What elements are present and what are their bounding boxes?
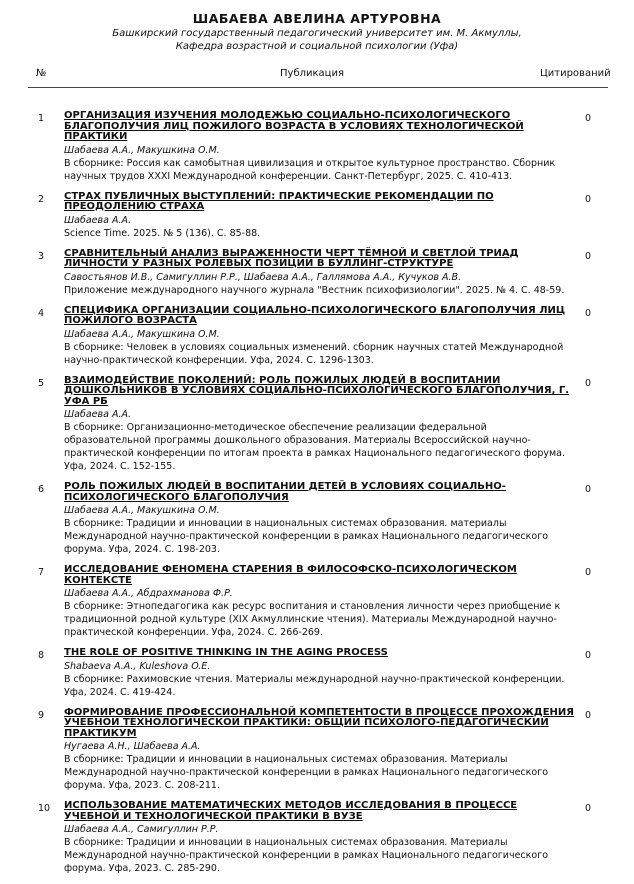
publication-source: В сборнике: Россия как самобытная цивилизация и открытое культурное пространство. Сборник научных трудов XXXI Международной конференции. Санкт-Петербург, 2025. С. 410-413. xyxy=(64,157,556,182)
publication-title-link[interactable]: РОЛЬ ПОЖИЛЫХ ЛЮДЕЙ В ВОСПИТАНИИ ДЕТЕЙ В УСЛОВИЯХ СОЦИАЛЬНО-ПСИХОЛОГИЧЕСКОГО БЛАГОПОЛУЧИЯ xyxy=(64,481,506,503)
column-header-number: № xyxy=(36,68,47,79)
publication-authors: Нугаева А.Н., Шабаева А.А. xyxy=(64,741,201,752)
publication-number: 9 xyxy=(38,709,45,721)
publication-source: В сборнике: Рахимовские чтения. Материалы международной научно-практической конференции. Уфа, 2024. С. 419-424. xyxy=(64,673,565,698)
publication-citations: 0 xyxy=(585,567,592,578)
publication-number: 1 xyxy=(38,113,45,124)
publication-citations: 0 xyxy=(585,650,592,661)
publication-list xyxy=(0,111,634,884)
publication-source: В сборнике: Традиции и инновации в национальных системах образования. Материалы Международной научно-практической конференции в рамках Национального педагогического форума. Уфа, 2023. С. 285-290. xyxy=(64,837,549,874)
publication-row xyxy=(0,708,634,793)
publication-source: В сборнике: Человек в условиях социальных изменений. сборник научных статей Международной научно-практической конференции. Уфа, 2024. С. 1296-1303. xyxy=(64,341,564,366)
publication-row xyxy=(0,192,634,240)
column-header-citations: Цитирований xyxy=(540,68,611,79)
publication-authors: Шабаева А.А. xyxy=(64,409,131,420)
publication-source: В сборнике: Традиции и инновации в национальных системах образования. материалы Международной научно-практической конференции в рамках Национального педагогического форума. Уфа, 2024. С. 198-203. xyxy=(64,518,549,555)
publication-citations: 0 xyxy=(585,250,592,262)
publication-authors: Шабаева А.А. xyxy=(64,214,131,226)
publication-body xyxy=(64,565,574,639)
publication-row xyxy=(0,376,634,474)
publication-number: 5 xyxy=(38,377,45,389)
publication-body xyxy=(64,376,574,474)
publication-title-link[interactable]: THE ROLE OF POSITIVE THINKING IN THE AGING PROCESS xyxy=(64,647,388,658)
publication-body xyxy=(64,801,574,875)
publication-row xyxy=(0,648,634,699)
publication-authors: Шабаева А.А., Самигуллин Р.Р. xyxy=(64,824,219,835)
publication-title-link[interactable]: СТРАХ ПУБЛИЧНЫХ ВЫСТУПЛЕНИЙ: ПРАКТИЧЕСКИЕ РЕКОМЕНДАЦИИ ПО ПРЕОДОЛЕНИЮ СТРАХА xyxy=(64,190,494,212)
publication-number: 4 xyxy=(38,307,45,319)
publication-source: В сборнике: Этнопедагогика как ресурс воспитания и становления личности через приобщение к традиционной родной культуре (XIX Акмуллинские чтения). Материалы Международной научно-практической конференции. Уфа, 2024. С. 266-269. xyxy=(64,601,561,638)
publication-body xyxy=(64,648,574,699)
publication-number: 6 xyxy=(38,484,45,495)
publication-source: В сборнике: Традиции и инновации в национальных системах образования. Материалы Международной научно-практической конференции в рамках Национального педагогического форума. Уфа, 2023. С. 208-211. xyxy=(64,754,549,791)
publication-title-link[interactable]: ОРГАНИЗАЦИЯ ИЗУЧЕНИЯ МОЛОДЕЖЬЮ СОЦИАЛЬНО-ПСИХОЛОГИЧЕСКОГО БЛАГОПОЛУЧИЯ ЛИЦ ПОЖИЛОГО ВОЗРАСТА В УСЛОВИЯХ ТЕХНОЛОГИЧЕСКОЙ ПРАКТИКИ xyxy=(64,110,524,142)
publication-row xyxy=(0,306,634,367)
publication-authors: Шабаева А.А., Макушкина О.М. xyxy=(64,144,220,156)
publication-source: Science Time. 2025. № 5 (136). С. 85-88. xyxy=(64,227,261,239)
publication-title-link[interactable]: ИСПОЛЬЗОВАНИЕ МАТЕМАТИЧЕСКИХ МЕТОДОВ ИССЛЕДОВАНИЯ В ПРОЦЕССЕ УЧЕБНОЙ И ТЕХНОЛОГИЧЕСКОЙ ПРАКТИКИ В ВУЗЕ xyxy=(64,800,518,822)
publication-authors: Шабаева А.А., Абдрахманова Ф.Р. xyxy=(64,588,233,599)
publication-body xyxy=(64,482,574,556)
publication-title-link[interactable]: ВЗАИМОДЕЙСТВИЕ ПОКОЛЕНИЙ: РОЛЬ ПОЖИЛЫХ ЛЮДЕЙ В ВОСПИТАНИИ ДОШКОЛЬНИКОВ В УСЛОВИЯХ СОЦИАЛЬНО-ПСИХОЛОГИЧЕСКОГО БЛАГОПОЛУЧИЯ, Г. УФА РБ xyxy=(64,374,570,407)
publication-authors: Шабаева А.А., Макушкина О.М. xyxy=(64,328,220,340)
publication-body xyxy=(64,708,574,793)
publication-body xyxy=(64,192,574,240)
publication-body xyxy=(64,249,574,297)
publication-authors: Савостьянов И.В., Самигуллин Р.Р., Шабаева А.А., Галлямова А.А., Кучуков А.В. xyxy=(64,271,462,283)
page-header xyxy=(0,0,634,53)
publication-number: 8 xyxy=(38,650,45,661)
publication-citations: 0 xyxy=(585,377,592,389)
publication-citations: 0 xyxy=(585,193,592,205)
column-header-publication: Публикация xyxy=(280,68,344,79)
header-divider xyxy=(28,87,608,88)
affiliation-line-2: Кафедра возрастной и социальной психологии (Уфа) xyxy=(175,40,459,52)
publication-row xyxy=(0,565,634,639)
publication-row xyxy=(0,482,634,556)
publication-citations: 0 xyxy=(585,113,592,124)
publication-citations: 0 xyxy=(585,709,592,721)
publication-title-link[interactable]: ФОРМИРОВАНИЕ ПРОФЕССИОНАЛЬНОЙ КОМПЕТЕНТОСТИ В ПРОЦЕССЕ ПРОХОЖДЕНИЯ УЧЕБНОЙ ТЕХНОЛОГИЧЕСКОЙ ПРАКТИКИ: ОБЩИЙ ПСИХОЛОГО-ПЕДАГОГИЧЕСКИЙ ПРАКТИКУМ xyxy=(64,706,574,739)
publication-title-link[interactable]: ИССЛЕДОВАНИЕ ФЕНОМЕНА СТАРЕНИЯ В ФИЛОСОФСКО-ПСИХОЛОГИЧЕСКОМ КОНТЕКСТЕ xyxy=(64,564,517,586)
publication-authors: Shabaeva A.A., Kuleshova O.E. xyxy=(64,660,211,672)
publication-row xyxy=(0,801,634,875)
affiliation-line-1: Башкирский государственный педагогический университет им. М. Акмуллы, xyxy=(112,28,522,39)
publication-citations: 0 xyxy=(585,307,592,319)
table-header xyxy=(0,68,634,82)
publication-source: В сборнике: Организационно-методическое обеспечение реализации федеральной образовательной программы дошкольного образования. Материалы Всероссийской научно-практической конференции по итогам проекта в рамках Национального педагогического форума. Уфа, 2024. С. 152-155. xyxy=(64,422,566,472)
publication-source: Приложение международного научного журнала "Вестник психофизиологии". 2025. № 4. С. 48-59. xyxy=(64,284,565,296)
publication-authors: Шабаева А.А., Макушкина О.М. xyxy=(64,505,220,516)
publication-body xyxy=(64,111,574,183)
publication-citations: 0 xyxy=(585,803,592,814)
publication-citations: 0 xyxy=(585,484,592,495)
publication-body xyxy=(64,306,574,367)
publication-number: 3 xyxy=(38,250,45,262)
publication-title-link[interactable]: СПЕЦИФИКА ОРГАНИЗАЦИИ СОЦИАЛЬНО-ПСИХОЛОГИЧЕСКОГО БЛАГОПОЛУЧИЯ ЛИЦ ПОЖИЛОГО ВОЗРАСТА xyxy=(64,304,566,326)
publication-row xyxy=(0,111,634,183)
author-name: ШАБАЕВА АВЕЛИНА АРТУРОВНА xyxy=(192,11,442,26)
publication-number: 10 xyxy=(38,803,51,814)
publication-number: 7 xyxy=(38,567,45,578)
publication-row xyxy=(0,249,634,297)
publication-title-link[interactable]: СРАВНИТЕЛЬНЫЙ АНАЛИЗ ВЫРАЖЕННОСТИ ЧЕРТ ТЁМНОЙ И СВЕТЛОЙ ТРИАД ЛИЧНОСТИ У РАЗНЫХ РОЛЕВЫХ ПОЗИЦИЙ В БУЛЛИНГ-СТРУКТУРЕ xyxy=(64,247,519,269)
publication-number: 2 xyxy=(38,193,45,205)
